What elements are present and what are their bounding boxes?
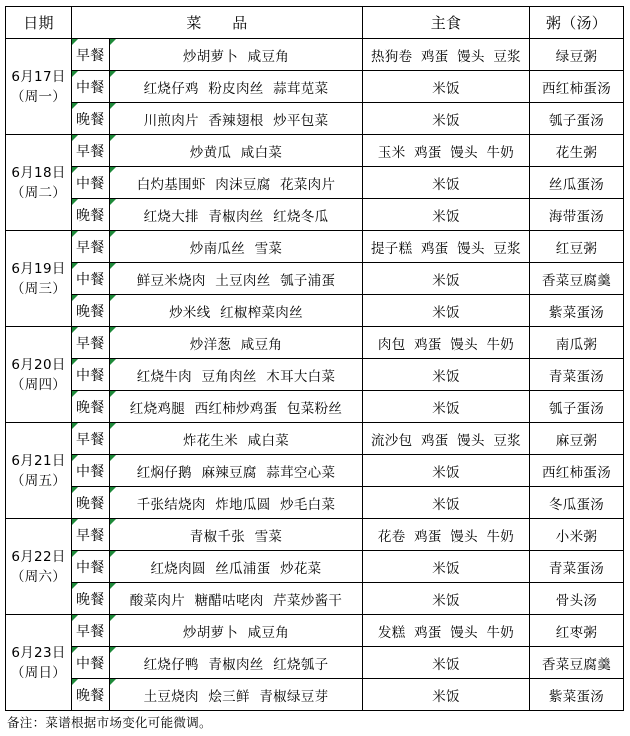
weekly-menu-table [5,6,624,711]
day-date: 6月23日 [11,644,66,661]
day-date-cell [6,135,72,231]
meal-label: 早餐 [72,327,110,359]
staple-cell: 肉包 鸡蛋 馒头 牛奶 [363,327,530,359]
dishes-cell: 炒胡萝卜 咸豆角 [110,615,363,647]
dishes-cell: 鲜豆米烧肉 土豆肉丝 瓠子浦蛋 [110,263,363,295]
meal-label: 中餐 [72,551,110,583]
soup-cell: 绿豆粥 [530,39,624,71]
staple-cell: 米饭 [363,583,530,615]
staple-cell: 米饭 [363,551,530,583]
soup-cell: 骨头汤 [530,583,624,615]
soup-cell: 丝瓜蛋汤 [530,167,624,199]
meal-label: 晚餐 [72,487,110,519]
dishes-cell: 红烧大排 青椒肉丝 红烧冬瓜 [110,199,363,231]
meal-label: 早餐 [72,135,110,167]
header-soup: 粥（汤） [530,7,624,39]
staple-cell: 米饭 [363,103,530,135]
dishes-cell: 红焖仔鹅 麻辣豆腐 蒜茸空心菜 [110,455,363,487]
day-date-cell [6,423,72,519]
soup-cell: 南瓜粥 [530,327,624,359]
soup-cell: 青菜蛋汤 [530,359,624,391]
meal-label: 早餐 [72,615,110,647]
day-date: 6月17日 [11,68,66,85]
meal-label: 中餐 [72,359,110,391]
staple-cell: 米饭 [363,199,530,231]
dishes-cell: 红烧仔鸡 粉皮肉丝 蒜茸苋菜 [110,71,363,103]
staple-cell: 米饭 [363,263,530,295]
staple-cell: 米饭 [363,391,530,423]
soup-cell: 香菜豆腐羹 [530,647,624,679]
day-date: 6月19日 [11,260,66,277]
soup-cell: 西红柿蛋汤 [530,455,624,487]
staple-cell: 热狗卷 鸡蛋 馒头 豆浆 [363,39,530,71]
soup-cell: 小米粥 [530,519,624,551]
dishes-cell: 千张结烧肉 炸地瓜圆 炒毛白菜 [110,487,363,519]
day-date: 6月22日 [11,548,66,565]
header-staple: 主食 [363,7,530,39]
dishes-cell: 炸花生米 咸白菜 [110,423,363,455]
day-weekday: （周一） [10,88,67,105]
meal-label: 中餐 [72,263,110,295]
header-date: 日期 [6,7,72,39]
soup-cell: 西红柿蛋汤 [530,71,624,103]
meal-label: 中餐 [72,647,110,679]
dishes-cell: 炒南瓜丝 雪菜 [110,231,363,263]
dishes-cell: 红烧鸡腿 西红柿炒鸡蛋 包菜粉丝 [110,391,363,423]
staple-cell: 米饭 [363,487,530,519]
footnote: 备注：菜谱根据市场变化可能微调。 [7,715,212,730]
dishes-cell: 炒胡萝卜 咸豆角 [110,39,363,71]
dishes-cell: 红烧仔鸭 青椒肉丝 红烧瓠子 [110,647,363,679]
dishes-cell: 炒黄瓜 咸白菜 [110,135,363,167]
soup-cell: 香菜豆腐羹 [530,263,624,295]
soup-cell: 花生粥 [530,135,624,167]
day-date: 6月20日 [11,356,66,373]
dishes-cell: 红烧肉圆 丝瓜浦蛋 炒花菜 [110,551,363,583]
meal-label: 晚餐 [72,199,110,231]
meal-label: 晚餐 [72,583,110,615]
dishes-cell: 川煎肉片 香辣翅根 炒平包菜 [110,103,363,135]
meal-label: 中餐 [72,455,110,487]
day-weekday: （周三） [10,280,67,297]
soup-cell: 青菜蛋汤 [530,551,624,583]
soup-cell: 瓠子蛋汤 [530,103,624,135]
dishes-cell: 炒洋葱 咸豆角 [110,327,363,359]
soup-cell: 瓠子蛋汤 [530,391,624,423]
dishes-cell: 红烧牛肉 豆角肉丝 木耳大白菜 [110,359,363,391]
day-date-cell [6,519,72,615]
dishes-cell: 青椒千张 雪菜 [110,519,363,551]
soup-cell: 紫菜蛋汤 [530,679,624,711]
meal-label: 中餐 [72,167,110,199]
meal-label: 中餐 [72,71,110,103]
day-date: 6月18日 [11,164,66,181]
day-weekday: （周二） [10,184,67,201]
day-date-cell [6,327,72,423]
dishes-cell: 白灼基围虾 肉沫豆腐 花菜肉片 [110,167,363,199]
meal-label: 早餐 [72,423,110,455]
staple-cell: 米饭 [363,295,530,327]
staple-cell: 米饭 [363,455,530,487]
meal-label: 早餐 [72,39,110,71]
day-date-cell [6,231,72,327]
staple-cell: 米饭 [363,167,530,199]
soup-cell: 红豆粥 [530,231,624,263]
staple-cell: 米饭 [363,71,530,103]
staple-cell: 玉米 鸡蛋 馒头 牛奶 [363,135,530,167]
staple-cell: 花卷 鸡蛋 馒头 牛奶 [363,519,530,551]
day-weekday: （周四） [10,376,67,393]
day-weekday: （周六） [10,568,67,585]
meal-label: 晚餐 [72,103,110,135]
soup-cell: 海带蛋汤 [530,199,624,231]
meal-label: 晚餐 [72,391,110,423]
day-weekday: （周五） [10,472,67,489]
soup-cell: 冬瓜蛋汤 [530,487,624,519]
staple-cell: 米饭 [363,679,530,711]
staple-cell: 流沙包 鸡蛋 馒头 豆浆 [363,423,530,455]
meal-label: 晚餐 [72,679,110,711]
day-date-cell [6,39,72,135]
day-date: 6月21日 [11,452,66,469]
staple-cell: 发糕 鸡蛋 馒头 牛奶 [363,615,530,647]
staple-cell: 提子糕 鸡蛋 馒头 豆浆 [363,231,530,263]
day-weekday: （周日） [10,664,67,681]
meal-label: 早餐 [72,231,110,263]
meal-label: 早餐 [72,519,110,551]
soup-cell: 红枣粥 [530,615,624,647]
dishes-cell: 酸菜肉片 糖醋咕咾肉 芹菜炒酱干 [110,583,363,615]
dishes-cell: 土豆烧肉 烩三鲜 青椒绿豆芽 [110,679,363,711]
staple-cell: 米饭 [363,647,530,679]
meal-label: 晚餐 [72,295,110,327]
day-date-cell [6,615,72,711]
soup-cell: 麻豆粥 [530,423,624,455]
soup-cell: 紫菜蛋汤 [530,295,624,327]
header-dishes: 菜 品 [72,7,363,39]
staple-cell: 米饭 [363,359,530,391]
dishes-cell: 炒米线 红椒榨菜肉丝 [110,295,363,327]
